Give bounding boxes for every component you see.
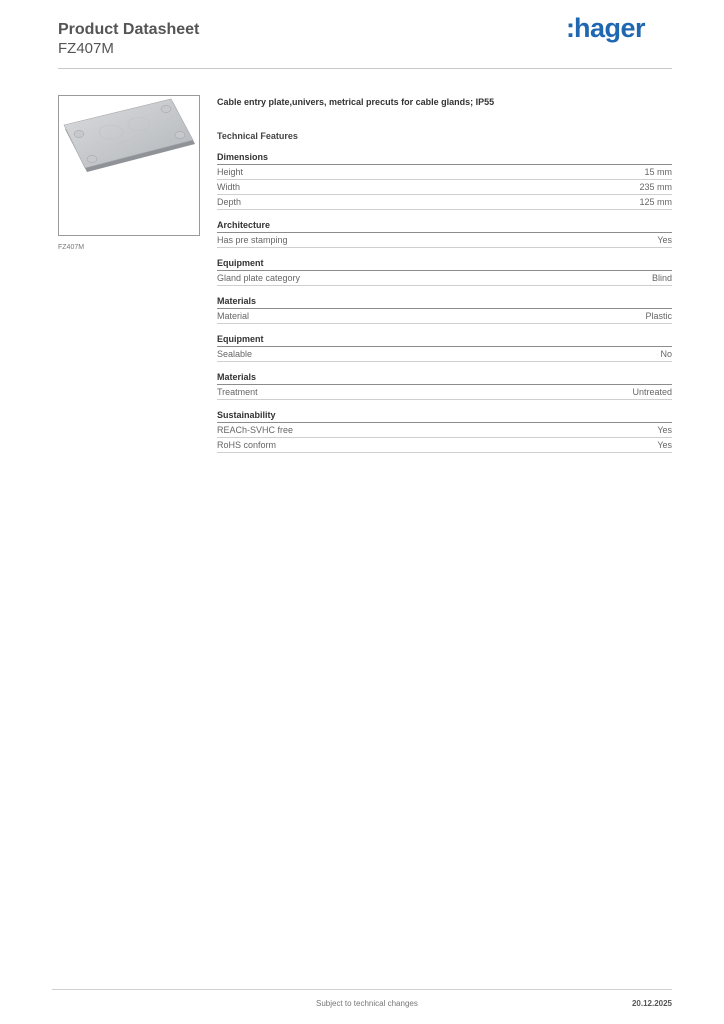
feature-section [217,371,672,400]
feature-row [217,165,672,180]
section-heading: Materials [217,371,672,385]
feature-row [217,180,672,195]
feature-row [217,309,672,324]
feature-row [217,347,672,362]
feature-value: Untreated [632,387,672,397]
feature-section [217,257,672,286]
feature-label: REACh-SVHC free [217,425,294,435]
feature-value: No [660,349,672,359]
brand-name: hager [574,13,646,43]
feature-row [217,385,672,400]
feature-section [217,295,672,324]
section-heading: Architecture [217,219,672,233]
feature-value: Yes [657,425,672,435]
feature-label: Width [217,182,241,192]
feature-value: Plastic [645,311,672,321]
feature-value: 125 mm [639,197,672,207]
feature-value: Yes [657,235,672,245]
feature-section [217,409,672,453]
image-caption: FZ407M [58,244,85,251]
feature-value: 15 mm [644,167,672,177]
product-image [59,96,199,235]
feature-value: Blind [651,273,672,283]
feature-row [217,195,672,210]
feature-section [217,333,672,362]
footer-note: Subject to technical changes [316,999,418,1008]
feature-section [217,219,672,248]
feature-value: Yes [657,440,672,450]
section-heading: Equipment [217,333,672,347]
technical-features-heading: Technical Features [217,131,298,141]
product-code: FZ407M [58,40,114,57]
feature-row [217,423,672,438]
section-heading: Materials [217,295,672,309]
header-divider [58,68,672,69]
feature-label: Gland plate category [217,273,301,283]
feature-row [217,271,672,286]
feature-label: Material [217,311,250,321]
feature-label: RoHS conform [217,440,277,450]
feature-row [217,438,672,453]
product-description: Cable entry plate,univers, metrical precuts for cable glands; IP55 [217,97,495,107]
section-heading: Equipment [217,257,672,271]
feature-label: Sealable [217,349,253,359]
feature-label: Depth [217,197,242,207]
feature-label: Height [217,167,244,177]
section-heading: Sustainability [217,409,672,423]
feature-label: Treatment [217,387,258,397]
feature-row [217,233,672,248]
feature-value: 235 mm [639,182,672,192]
feature-sections [217,151,672,453]
section-heading: Dimensions [217,151,672,165]
hager-logo: :hager [566,13,646,43]
footer-divider [52,989,672,990]
page-title: Product Datasheet [58,21,200,38]
content [217,95,672,453]
feature-label: Has pre stamping [217,235,288,245]
product-image-frame [58,95,200,236]
footer-date: 20.12.2025 [631,999,672,1008]
feature-section [217,151,672,210]
